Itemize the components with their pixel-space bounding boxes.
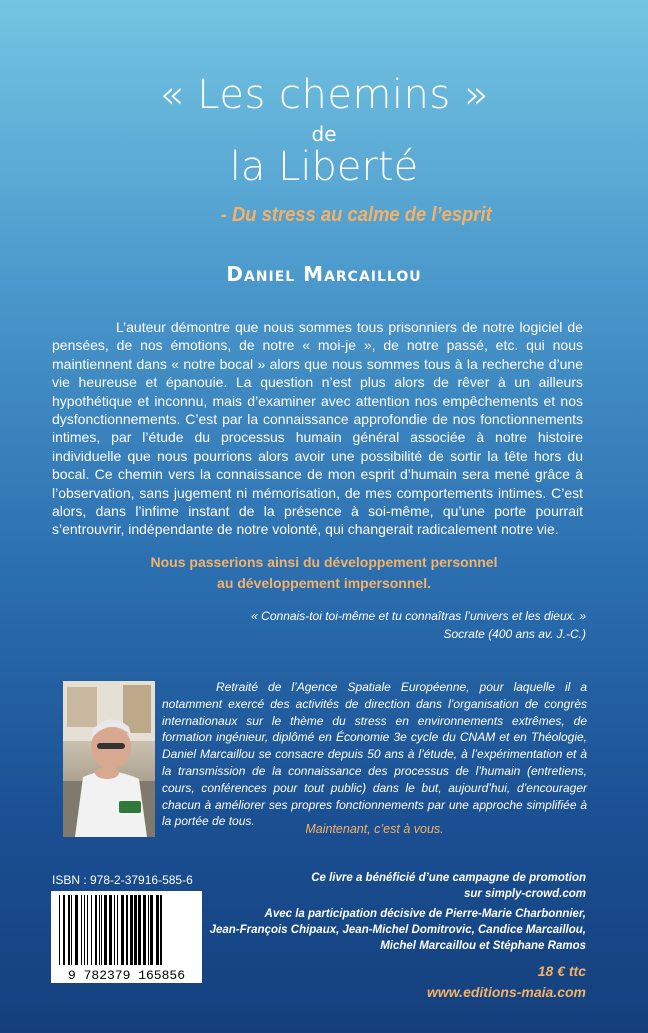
publisher-website[interactable]: www.editions-maia.com — [427, 984, 586, 1000]
barcode-graphic — [51, 891, 202, 983]
title-line-3: la Liberté — [229, 144, 419, 190]
title-line-1: « Les chemins » — [159, 72, 489, 118]
campaign-line-2: sur simply-crowd.com — [463, 888, 586, 900]
thanks-line-3: Michel Marcaillou et Stéphane Ramos — [380, 940, 586, 952]
author-photo-illustration — [63, 681, 155, 837]
campaign-note — [266, 870, 586, 902]
acknowledgements — [206, 906, 586, 954]
barcode-bar — [95, 895, 97, 965]
barcode-bar — [130, 895, 133, 965]
barcode-bar — [81, 895, 82, 965]
barcode-bar — [91, 895, 92, 965]
barcode-bar — [87, 895, 88, 965]
quote-attribution: Socrate (400 ans av. J.-C.) — [443, 627, 586, 641]
barcode-bar — [104, 895, 107, 965]
barcode-bar — [160, 895, 162, 965]
barcode-bar — [99, 895, 100, 965]
closing-line: Maintenant, c’est à vous. — [305, 822, 444, 836]
title-line-2: de — [311, 122, 337, 146]
highlight-line-1: Nous passerions ainsi du développement personnel — [150, 554, 498, 570]
barcode-bar — [84, 895, 85, 965]
barcode-bar — [138, 895, 141, 965]
barcode-bar — [148, 895, 149, 965]
highlight-statement — [0, 552, 648, 594]
barcode-digits: 9 782379 165856 — [67, 968, 186, 983]
barcode-bar — [101, 895, 102, 965]
highlight-line-2: au développement impersonnel. — [217, 575, 431, 591]
barcode-bar — [150, 895, 153, 965]
subtitle: - Du stress au calme de l’esprit — [220, 204, 492, 226]
price: 18 € ttc — [537, 963, 586, 979]
barcode-bar — [121, 895, 124, 965]
thanks-line-1: Avec la participation décisive de Pierre-Marie Charbonnier, — [264, 908, 586, 920]
barcode-bar — [71, 895, 72, 965]
barcode-bar — [63, 895, 65, 965]
author-name: Daniel Marcaillou — [226, 262, 422, 286]
barcode-bar — [134, 895, 137, 965]
thanks-line-2: Jean-François Chipaux, Jean-Michel Domitrovic, Candice Marcaillou, — [209, 924, 586, 936]
barcode-bar — [156, 895, 159, 965]
campaign-line-1: Ce livre a bénéficié d’une campagne de promotion — [311, 872, 586, 884]
barcode-bar — [143, 895, 146, 965]
author-bio: Retraité de l’Agence Spatiale Européenne, pour laquelle il a notamment exercé des activités de direction dans l’organisation de congrès internationaux sur le thème du stress en environnements extrêmes, de formation ingénieur, diplômé en Économie 3e cycle du CNAM et en Théologie, Daniel Marcaillou se consacre depuis 50 ans à l’étude, à l’expérimentation et à la transmission de la connaissance des processus de l’humain (entretiens, cours, conférences pour tout public) dans le but, aujourd’hui, d’encourager chacun à améliorer ses propres fonctionnements par une approche simplifiée à la portée de tous. — [162, 680, 587, 829]
isbn-label: ISBN : 978-2-37916-585-6 — [52, 873, 193, 887]
epigraph-quote — [66, 607, 586, 643]
barcode-bar — [68, 895, 70, 965]
barcode-bar — [109, 895, 112, 965]
author-photo — [63, 681, 155, 837]
barcode-bar — [117, 895, 118, 965]
barcode-bar — [59, 895, 60, 965]
barcode-bar — [114, 895, 115, 965]
isbn-barcode — [51, 891, 202, 983]
summary-paragraph: L’auteur démontre que nous sommes tous prisonniers de notre logiciel de pensées, de nos émotions, de notre « moi-je », de notre passé, etc. qui nous maintiennent dans « notre bocal » alors que nous sommes tous à la recherche d’une vie heureuse et épanouie. La question n’est plus alors de rêver à un ailleurs hypothétique et inconnu, mais d’examiner avec attention nos empêchements et nos dysfonctionnements. C’est par la connaissance approfondie de nos fonctionnements intimes, par l’étude du processus humain général associée à notre histoire individuelle que nous pourrions alors avoir une possibilité de sortir la tête hors du bocal. Ce chemin vers la connaissance de mon esprit d’humain sera mené grâce à l’observation, sans jugement ni mémorisation, de mes comportements intimes. C’est alors, dans l’infime instant de la présence à soi-même, qu’une porte pourrait s’entrouvrir, indépendante de notre volonté, qui changerait radicalement notre vie. — [52, 319, 583, 538]
quote-text: « Connais-toi toi-même et tu connaîtras l’univers et les dieux. » — [251, 609, 586, 623]
barcode-bar — [75, 895, 78, 965]
barcode-bar — [126, 895, 128, 965]
